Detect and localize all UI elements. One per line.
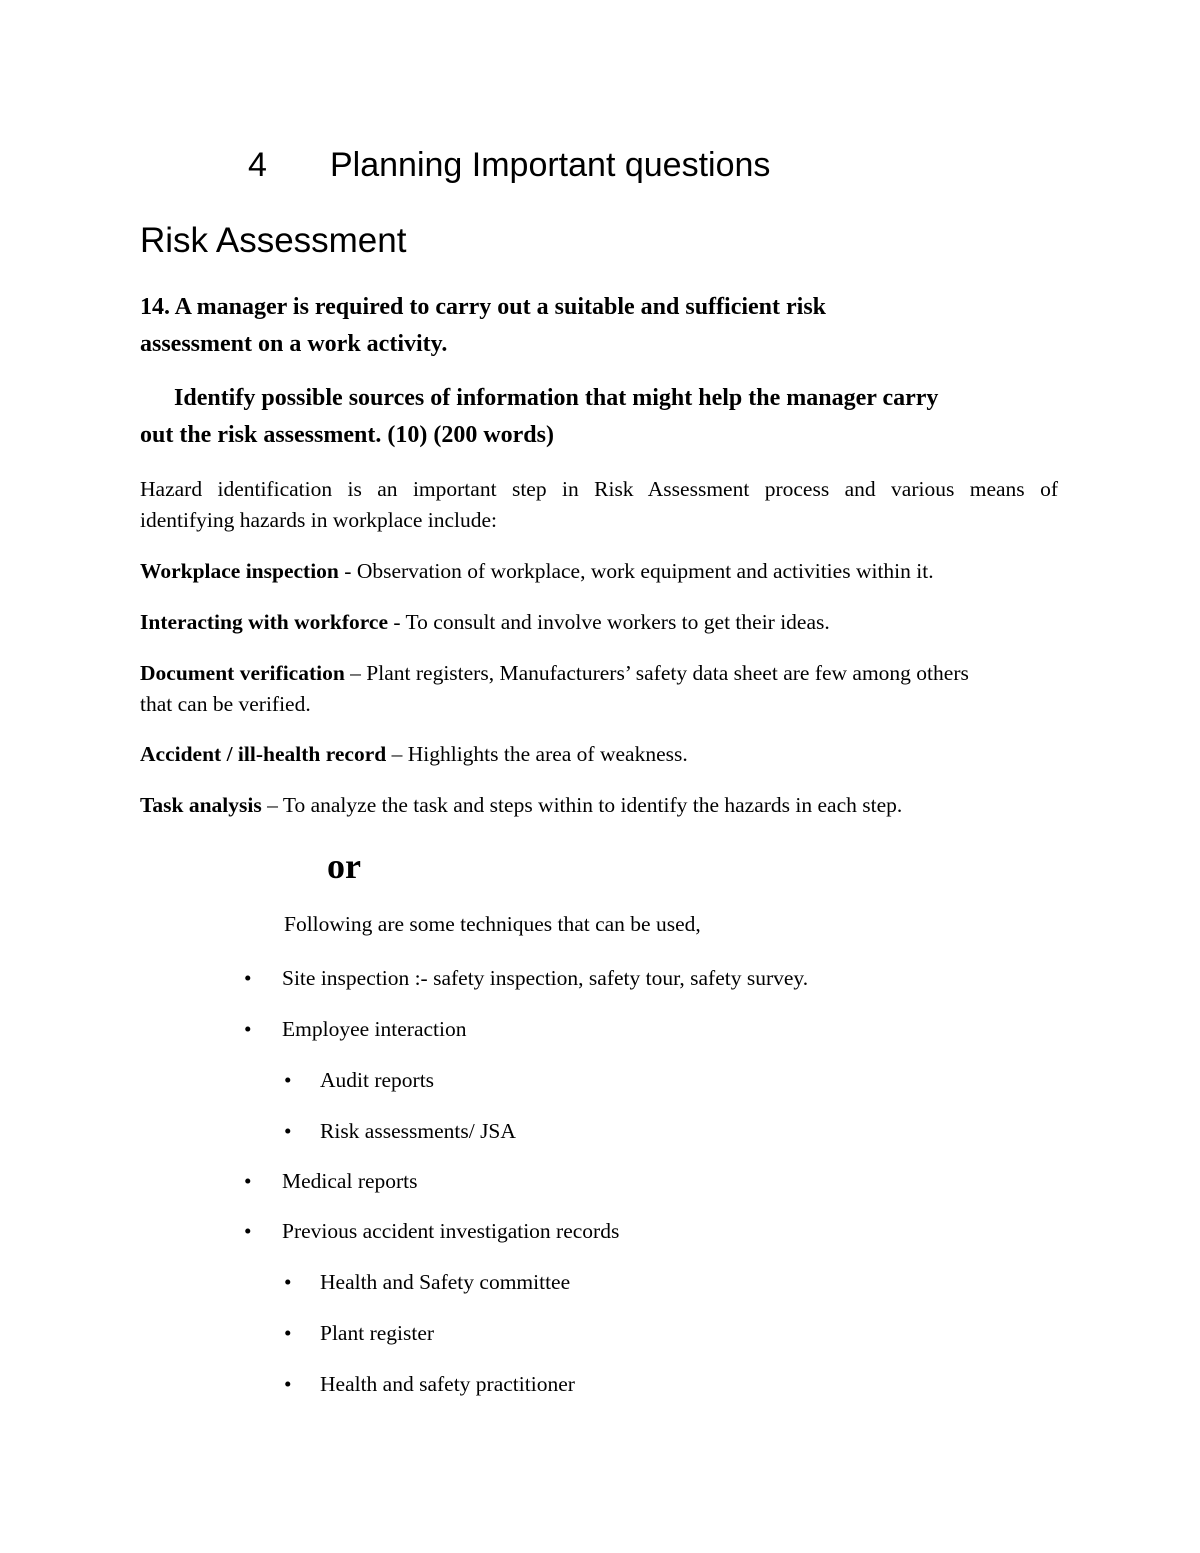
list-item-text: Site inspection :- safety inspection, safety tour, safety survey. xyxy=(282,966,809,990)
item-description: Highlights the area of weakness. xyxy=(407,742,688,766)
bullet-icon: • xyxy=(244,966,252,990)
item-term: Accident / ill-health record xyxy=(140,742,387,766)
question-instruction: Identify possible sources of information that might help the manager carry xyxy=(174,385,939,411)
item-description: To analyze the task and steps within to identify the hazards in each step. xyxy=(282,793,903,817)
question-line: 14. A manager is required to carry out a suitable and sufficient risk xyxy=(140,294,827,320)
item-separator: – xyxy=(344,661,367,685)
bullet-icon: • xyxy=(284,1068,292,1092)
section-number: 4 xyxy=(248,146,267,184)
answer-item xyxy=(140,793,902,818)
answer-intro: Hazard identification is an important step in Risk Assessment process and various means of xyxy=(140,477,1058,501)
item-separator: - xyxy=(388,610,406,634)
item-separator: – xyxy=(261,793,283,817)
answer-intro: identifying hazards in workplace include: xyxy=(140,508,498,532)
item-description-continued: that can be verified. xyxy=(140,692,311,716)
bullet-icon: • xyxy=(284,1321,292,1345)
bullet-icon: • xyxy=(284,1119,292,1143)
item-separator: - xyxy=(338,559,357,583)
bullet-icon: • xyxy=(244,1169,252,1193)
question-line: assessment on a work activity. xyxy=(140,331,448,357)
or-divider: or xyxy=(327,846,361,886)
item-term: Document verification xyxy=(140,661,345,685)
question-instruction: out the risk assessment. (10) (200 words) xyxy=(140,422,554,448)
list-item-text: Previous accident investigation records xyxy=(282,1219,620,1243)
list-item-text: Health and safety practitioner xyxy=(320,1372,575,1396)
list-item-text: Employee interaction xyxy=(282,1017,467,1041)
item-term: Task analysis xyxy=(140,793,262,817)
item-description: Plant registers, Manufacturers’ safety data sheet are few among others xyxy=(366,661,969,685)
answer-item xyxy=(140,661,969,686)
bullet-icon: • xyxy=(244,1219,252,1243)
topic-heading: Risk Assessment xyxy=(140,221,407,260)
item-description: Observation of workplace, work equipment and activities within it. xyxy=(356,559,934,583)
item-description: To consult and involve workers to get their ideas. xyxy=(405,610,830,634)
list-item-text: Audit reports xyxy=(320,1068,435,1092)
bullet-icon: • xyxy=(244,1017,252,1041)
answer-item xyxy=(140,559,934,584)
section-title: Planning Important questions xyxy=(330,146,771,184)
answer-item xyxy=(140,742,688,767)
list-item-text: Health and Safety committee xyxy=(320,1270,571,1294)
item-term: Workplace inspection xyxy=(140,559,339,583)
bullet-icon: • xyxy=(284,1270,292,1294)
item-separator: – xyxy=(386,742,408,766)
answer-item xyxy=(140,610,830,635)
bullet-icon: • xyxy=(284,1372,292,1396)
techniques-intro: Following are some techniques that can be used, xyxy=(284,912,701,936)
list-item-text: Plant register xyxy=(320,1321,435,1345)
list-item-text: Risk assessments/ JSA xyxy=(320,1119,516,1143)
list-item-text: Medical reports xyxy=(282,1169,418,1193)
item-term: Interacting with workforce xyxy=(140,610,388,634)
